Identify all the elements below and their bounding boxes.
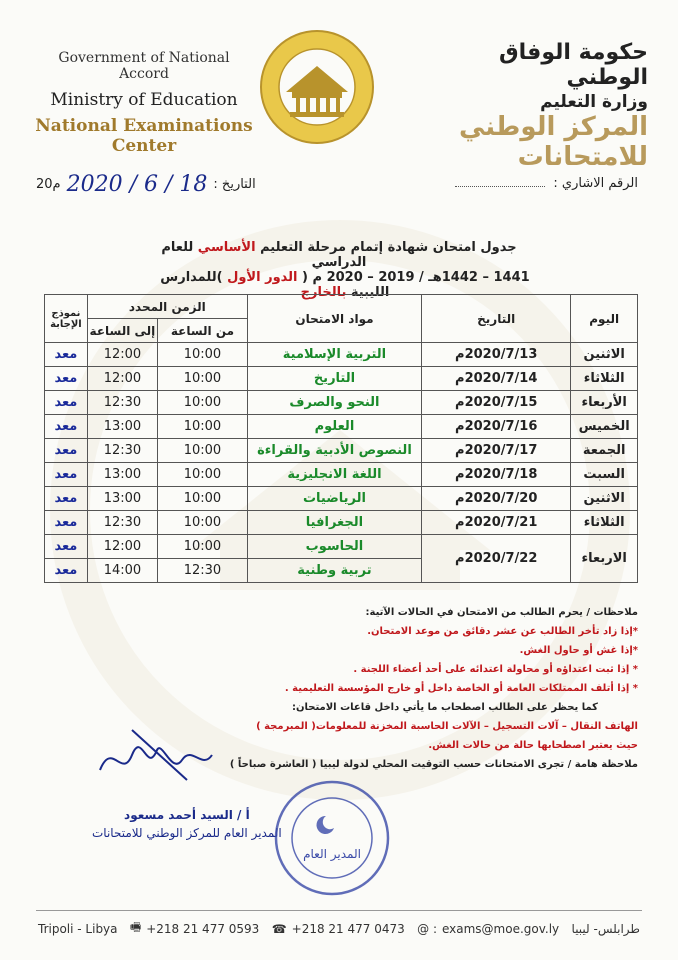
answer-model-cell: معد xyxy=(45,415,88,439)
subtitle-highlight-abroad: بالخارج xyxy=(300,285,347,300)
from-time-cell: 10:00 xyxy=(158,439,248,463)
date-suffix: م20 xyxy=(36,177,61,192)
to-time-cell: 12:00 xyxy=(87,343,157,367)
reference-blank xyxy=(455,186,545,187)
day-cell: الأربعاء xyxy=(571,391,638,415)
header-from: من الساعة xyxy=(158,319,248,343)
day-cell: السبت xyxy=(571,463,638,487)
subject-cell: الجغرافيا xyxy=(247,511,421,535)
from-time-cell: 10:00 xyxy=(158,391,248,415)
title-highlight-basic: الأساسي xyxy=(197,240,256,255)
from-time-cell: 10:00 xyxy=(158,487,248,511)
exam-schedule-table xyxy=(44,294,638,583)
signatory-block xyxy=(92,808,282,840)
to-time-cell: 13:00 xyxy=(87,487,157,511)
answer-model-cell: معد xyxy=(45,511,88,535)
table-row xyxy=(45,343,638,367)
table-row xyxy=(45,511,638,535)
prohibited-items-note: حيث يعتبر اصطحابها حالة من حالات الغش. xyxy=(428,740,638,751)
header-subject: مواد الامتحان xyxy=(247,295,421,343)
date-cell: 2020/7/13م xyxy=(422,343,571,367)
answer-model-cell: معد xyxy=(45,391,88,415)
to-time-cell: 12:30 xyxy=(87,439,157,463)
from-time-cell: 12:30 xyxy=(158,559,248,583)
date-field xyxy=(36,172,256,197)
footer-divider xyxy=(36,910,642,911)
from-time-cell: 10:00 xyxy=(158,415,248,439)
table-row xyxy=(45,415,638,439)
date-cell: 2020/7/21م xyxy=(422,511,571,535)
from-time-cell: 10:00 xyxy=(158,367,248,391)
title-part1: جدول امتحان شهادة إتمام مرحلة التعليم xyxy=(260,240,517,255)
ministry-name-ar: وزارة التعليم xyxy=(540,92,648,112)
table-row xyxy=(45,391,638,415)
subtitle-part3: )للمدارس الليبية xyxy=(160,270,390,300)
subject-cell: النصوص الأدبية والقراءة xyxy=(247,439,421,463)
table-row xyxy=(45,367,638,391)
from-time-cell: 10:00 xyxy=(158,535,248,559)
subject-cell: العلوم xyxy=(247,415,421,439)
from-time-cell: 10:00 xyxy=(158,511,248,535)
table-body xyxy=(45,343,638,583)
note-item: *إذا زاد تأخر الطالب عن عشر دقائق من موعد الامتحان. xyxy=(367,626,638,637)
to-time-cell: 12:30 xyxy=(87,391,157,415)
prohibited-heading: كما يحظر على الطالب اصطحاب ما يأتي داخل قاعات الامتحان: xyxy=(291,702,598,713)
header-time: الزمن المحدد xyxy=(87,295,247,319)
ministry-logo xyxy=(258,28,376,146)
signatory-title: المدير العام للمركز الوطني للامتحانات xyxy=(92,826,282,840)
table-row xyxy=(45,535,638,559)
subtitle-highlight-round: الدور الأول xyxy=(227,270,298,285)
center-name-ar: المركز الوطني للامتحانات xyxy=(458,112,648,172)
footer-email[interactable] xyxy=(417,922,559,936)
to-time-cell: 14:00 xyxy=(87,559,157,583)
reference-field xyxy=(455,176,638,191)
to-time-cell: 12:30 xyxy=(87,511,157,535)
subtitle-years: 1441 – 1442هـ / 2019 – 2020 م ( xyxy=(302,270,530,285)
header-arabic xyxy=(418,40,648,172)
day-cell: الجمعة xyxy=(571,439,638,463)
stamp-text: المدير العام xyxy=(303,847,361,861)
subject-cell: النحو والصرف xyxy=(247,391,421,415)
header-day: اليوم xyxy=(571,295,638,343)
center-name-en: National Examinations Center xyxy=(35,116,253,156)
at-icon: @ : xyxy=(417,921,437,936)
day-cell: الثلاثاء xyxy=(571,511,638,535)
subject-cell: تربية وطنية xyxy=(247,559,421,583)
header-date: التاريخ xyxy=(422,295,571,343)
signatory-name: أ / السيد أحمد مسعود xyxy=(124,808,250,822)
fax-number: +218 21 477 0593 xyxy=(146,921,260,936)
header-to: إلى الساعة xyxy=(87,319,157,343)
table-row xyxy=(45,487,638,511)
answer-model-cell: معد xyxy=(45,559,88,583)
email-address[interactable]: exams@moe.gov.ly xyxy=(441,921,560,936)
footer-phone xyxy=(272,922,405,936)
header-english xyxy=(34,50,254,156)
to-time-cell: 13:00 xyxy=(87,463,157,487)
note-item: * إذا أتلف الممتلكات العامة أو الخاصة داخل أو خارج المؤسسة التعليمية . xyxy=(284,683,638,694)
footer-fax xyxy=(130,918,259,939)
table-row xyxy=(45,439,638,463)
day-cell: الثلاثاء xyxy=(571,367,638,391)
table-row xyxy=(45,463,638,487)
subject-cell: اللغة الانجليزية xyxy=(247,463,421,487)
subject-cell: التاريخ xyxy=(247,367,421,391)
subject-cell: الرياضيات xyxy=(247,487,421,511)
government-name-en: Government of National Accord xyxy=(58,50,230,82)
to-time-cell: 12:00 xyxy=(87,535,157,559)
date-cell: 2020/7/15م xyxy=(422,391,571,415)
day-cell: الاربعاء xyxy=(571,535,638,583)
header-answer-model: نموذج الإجابة xyxy=(45,295,88,343)
date-cell: 2020/7/16م xyxy=(422,415,571,439)
prohibited-items: الهاتف النقال – آلات التسجيل – الآلات الحاسبة المخزنة للمعلومات( المبرمجة ) xyxy=(256,721,638,732)
notes-heading: ملاحظات / يحرم الطالب من الامتحان في الحالات الآتية: xyxy=(365,607,638,618)
answer-model-cell: معد xyxy=(45,487,88,511)
date-cell: 2020/7/22م xyxy=(422,535,571,583)
fax-icon: 🖷 xyxy=(129,920,142,934)
date-label: التاريخ : xyxy=(213,177,256,192)
footer xyxy=(38,918,640,939)
official-stamp xyxy=(272,778,392,898)
handwritten-signature xyxy=(92,720,222,790)
government-name-ar: حكومة الوفاق الوطني xyxy=(499,40,648,90)
ministry-name-en: Ministry of Education xyxy=(50,90,238,110)
answer-model-cell: معد xyxy=(45,367,88,391)
document-title xyxy=(150,240,528,270)
subject-cell: التربية الإسلامية xyxy=(247,343,421,367)
answer-model-cell: معد xyxy=(45,439,88,463)
table-header-row xyxy=(45,295,638,319)
city-ar: طرابلس- ليبيا xyxy=(571,921,640,936)
date-cell: 2020/7/18م xyxy=(422,463,571,487)
phone-number: +218 21 477 0473 xyxy=(291,921,405,936)
date-cell: 2020/7/20م xyxy=(422,487,571,511)
city-en: Tripoli - Libya xyxy=(38,921,118,936)
day-cell: الاثنين xyxy=(571,487,638,511)
date-cell: 2020/7/17م xyxy=(422,439,571,463)
title-part2: للعام الدراسي xyxy=(161,240,367,270)
to-time-cell: 12:00 xyxy=(87,367,157,391)
answer-model-cell: معد xyxy=(45,535,88,559)
from-time-cell: 10:00 xyxy=(158,343,248,367)
answer-model-cell: معد xyxy=(45,343,88,367)
footer-city-en xyxy=(38,922,118,936)
footer-city-ar xyxy=(572,922,640,936)
note-item: * إذا ثبت اعتداؤه أو محاولة اعتدائه على أحد أعضاء اللجنة . xyxy=(353,664,638,675)
note-item: *إذا غش أو حاول الغش. xyxy=(519,645,638,656)
important-footnote: ملاحظة هامة / تجرى الامتحانات حسب التوقيت المحلي لدولة ليبيا ( العاشرة صباحاً ) xyxy=(229,759,638,770)
day-cell: الاثنين xyxy=(571,343,638,367)
day-cell: الخميس xyxy=(571,415,638,439)
phone-icon: ☎ xyxy=(271,921,287,936)
from-time-cell: 10:00 xyxy=(158,463,248,487)
to-time-cell: 13:00 xyxy=(87,415,157,439)
date-handwritten: 18 / 6 / 2020 xyxy=(66,172,208,197)
date-cell: 2020/7/14م xyxy=(422,367,571,391)
subject-cell: الحاسوب xyxy=(247,535,421,559)
answer-model-cell: معد xyxy=(45,463,88,487)
reference-label: الرقم الاشاري : xyxy=(553,176,638,191)
